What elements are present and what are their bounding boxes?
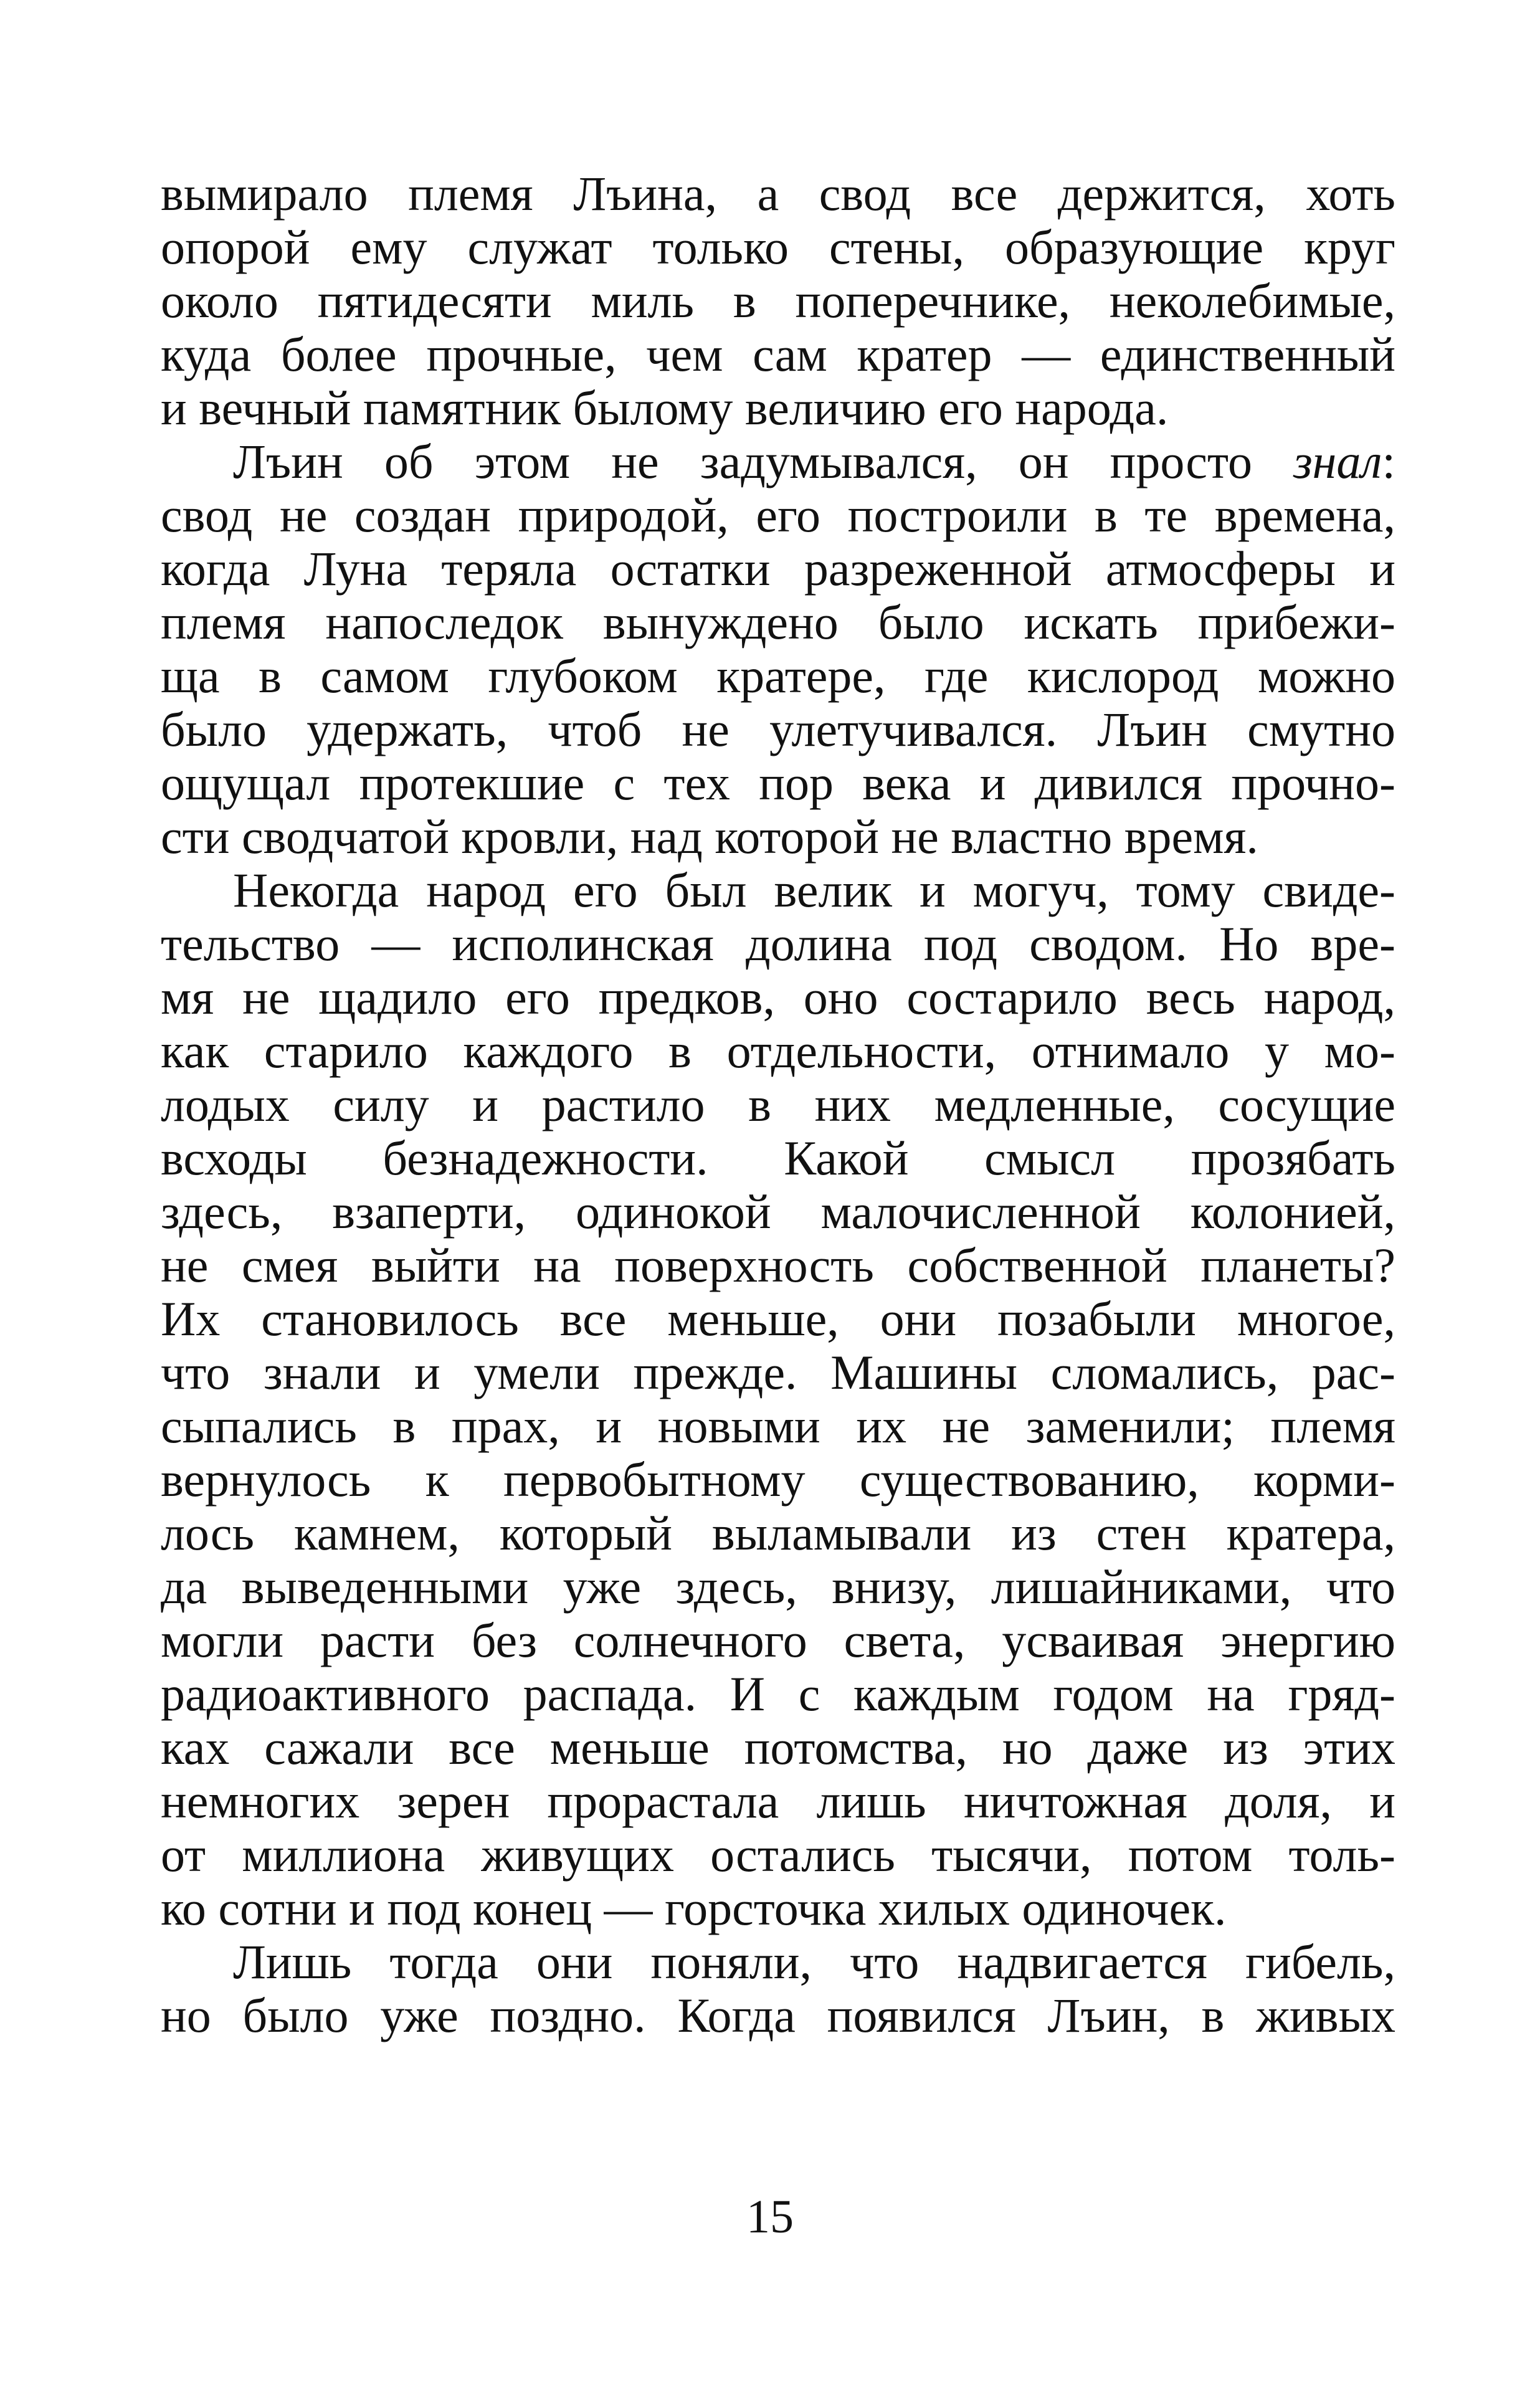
text-line: лодых силу и растило в них медленные, сосущие	[161, 1077, 1395, 1131]
text-line: всходы безнадежности. Какой смысл прозябать	[161, 1131, 1395, 1185]
body-text	[161, 167, 1395, 2042]
text-line: свод не создан природой, его построили в те времена,	[161, 488, 1395, 542]
text-line: что знали и умели прежде. Машины сломались, рас-	[161, 1345, 1395, 1399]
text-line: вернулось к первобытному существованию, корми-	[161, 1452, 1395, 1507]
paragraph	[161, 435, 1395, 864]
text-line: да выведенными уже здесь, внизу, лишайниками, что	[161, 1560, 1395, 1614]
text-line: но было уже поздно. Когда появился Лъин, в живых	[161, 1988, 1395, 2042]
text-line: мя не щадило его предков, оно состарило весь народ,	[161, 970, 1395, 1024]
text-line: вымирало племя Лъина, а свод все держится, хоть	[161, 166, 1395, 221]
text-line: около пятидесяти миль в поперечнике, неколебимые,	[161, 274, 1395, 328]
text-line: тельство — исполинская долина под сводом. Но вре-	[161, 917, 1395, 971]
paragraph	[161, 167, 1395, 435]
text-line: когда Луна теряла остатки разреженной атмосферы и	[161, 541, 1395, 596]
paragraph	[161, 1935, 1395, 2042]
text-line: ках сажали все меньше потомства, но даже из этих	[161, 1720, 1395, 1774]
text-line: Их становилось все меньше, они позабыли многое,	[161, 1292, 1395, 1346]
text-line: было удержать, чтоб не улетучивался. Лъин смутно	[161, 702, 1395, 756]
text-line: могли расти без солнечного света, усваивая энергию	[161, 1613, 1395, 1667]
paragraph	[161, 864, 1395, 1935]
text-line: ко сотни и под конец — горсточка хилых одиночек.	[161, 1881, 1227, 1935]
text-line: как старило каждого в отдельности, отнимало у мо-	[161, 1024, 1395, 1078]
text-line: ща в самом глубоком кратере, где кислород можно	[161, 649, 1395, 703]
page-number: 15	[746, 2191, 794, 2243]
text-line: опорой ему служат только стены, образующие круг	[161, 220, 1395, 274]
text-line: Лъин об этом не задумывался, он просто знал:	[233, 434, 1395, 488]
emphasized-word: знал	[1293, 434, 1382, 488]
text-line: и вечный памятник былому величию его народа.	[161, 381, 1169, 435]
text-line: Лишь тогда они поняли, что надвигается гибель,	[233, 1935, 1395, 1989]
text-line: немногих зерен прорастала лишь ничтожная доля, и	[161, 1774, 1395, 1828]
text-line: сти сводчатой кровли, над которой не властно время.	[161, 809, 1258, 864]
text-line: здесь, взаперти, одинокой малочисленной колонией,	[161, 1184, 1395, 1239]
text-line: радиоактивного распада. И с каждым годом на гряд-	[161, 1667, 1395, 1721]
text-line: сыпались в прах, и новыми их не заменили; племя	[161, 1399, 1395, 1453]
text-line: лось камнем, который выламывали из стен кратера,	[161, 1506, 1395, 1560]
text-line: племя напоследок вынуждено было искать прибежи-	[161, 595, 1395, 649]
text-line: Некогда народ его был велик и могуч, тому свиде-	[233, 863, 1395, 917]
text-line: куда более прочные, чем сам кратер — единственный	[161, 327, 1395, 381]
text-line: не смея выйти на поверхность собственной планеты?	[161, 1238, 1395, 1292]
text-line: ощущал протекшие с тех пор века и дивился прочно-	[161, 756, 1395, 810]
text-line: от миллиона живущих остались тысячи, потом толь-	[161, 1827, 1395, 1882]
